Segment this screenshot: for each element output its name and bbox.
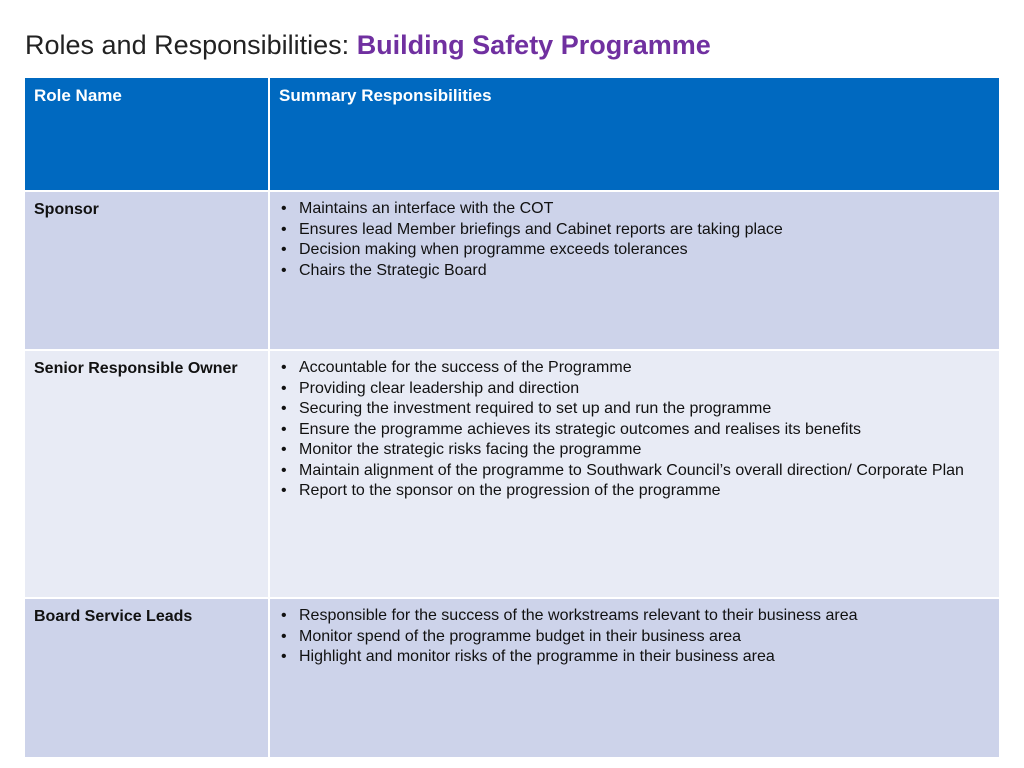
list-item: • Securing the investment required to set up and run the programme	[281, 400, 772, 417]
page-title	[25, 28, 711, 62]
responsibility-list	[279, 358, 990, 502]
list-item: • Monitor the strategic risks facing the programme	[281, 441, 642, 458]
role-name-board-service-leads: Board Service Leads	[24, 598, 269, 758]
role-name-senior-responsible-owner: Senior Responsible Owner	[24, 350, 269, 598]
title-highlight: Building Safety Programme	[356, 30, 711, 60]
responsibilities-cell	[269, 191, 1000, 350]
table-row	[24, 191, 1000, 350]
list-item: • Chairs the Strategic Board	[281, 261, 487, 279]
list-item: • Decision making when programme exceeds tolerances	[281, 241, 688, 258]
list-item: • Monitor spend of the programme budget in their business area	[281, 627, 742, 645]
list-item: • Responsible for the success of the workstreams relevant to their business area	[281, 607, 858, 624]
title-prefix: Roles and Responsibilities:	[25, 30, 357, 60]
role-name-sponsor: Sponsor	[24, 191, 269, 350]
list-item: • Maintain alignment of the programme to Southwark Council’s overall direction/ Corporate Plan	[281, 461, 964, 479]
list-item: • Accountable for the success of the Programme	[281, 359, 632, 376]
table-row	[24, 598, 1000, 758]
list-item: • Report to the sponsor on the progression of the programme	[281, 482, 721, 499]
header-role-name: Role Name	[24, 77, 269, 191]
responsibility-list	[279, 606, 990, 668]
responsibilities-cell	[269, 350, 1000, 598]
header-summary-responsibilities: Summary Responsibilities	[269, 77, 1000, 191]
list-item: • Ensure the programme achieves its strategic outcomes and realises its benefits	[281, 420, 862, 438]
roles-table	[23, 76, 1001, 759]
list-item: • Ensures lead Member briefings and Cabinet reports are taking place	[281, 220, 783, 238]
list-item: • Providing clear leadership and direction	[281, 379, 580, 397]
list-item: • Maintains an interface with the COT	[281, 200, 554, 217]
responsibility-list	[279, 199, 990, 281]
list-item: • Highlight and monitor risks of the programme in their business area	[281, 648, 775, 665]
table-row	[24, 350, 1000, 598]
responsibilities-cell	[269, 598, 1000, 758]
table-header-row	[24, 77, 1000, 191]
